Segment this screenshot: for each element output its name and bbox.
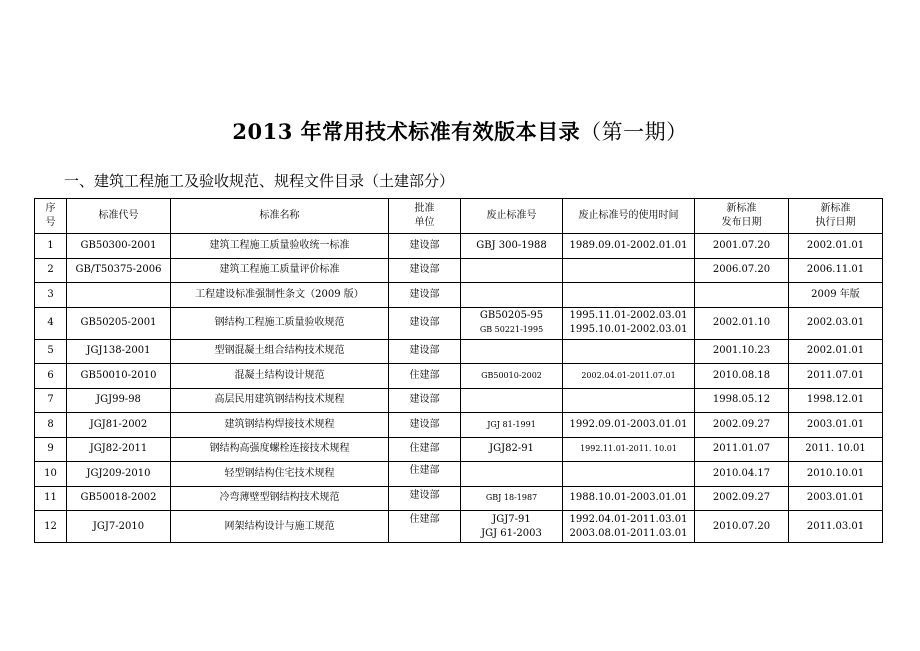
cell-code: GB/T50375-2006: [67, 258, 171, 283]
table-row: [35, 234, 883, 259]
cell-period: [563, 462, 695, 487]
section-heading: 一、建筑工程施工及验收规范、规程文件目录（土建部分）: [64, 172, 455, 190]
cell-issue-date: [695, 283, 789, 308]
cell-unit: 建设部: [389, 234, 461, 259]
cell-period: [563, 339, 695, 364]
obsolete-period: 1995.11.01-2002.03.01: [569, 310, 688, 321]
cell-issue-date: 2001.10.23: [695, 339, 789, 364]
cell-obsolete: [461, 486, 563, 511]
cell-unit: 建设部: [389, 258, 461, 283]
cell-effective-date: 2011. 10.01: [789, 437, 883, 462]
cell-unit: 建设部: [389, 283, 461, 308]
obsolete-period: 2003.08.01-2011.03.01: [569, 527, 688, 539]
cell-issue-date: 2011.01.07: [695, 437, 789, 462]
table-row: [35, 307, 883, 339]
table-row: [35, 437, 883, 462]
obsolete-period: 1992.11.01-2011. 10.01: [580, 444, 677, 454]
cell-code: JGJ82-2011: [67, 437, 171, 462]
cell-name: 网架结构设计与施工规范: [171, 511, 389, 543]
header-code: 标准代号: [67, 199, 171, 234]
cell-period: [563, 364, 695, 389]
header-issue-date: 新标准 发布日期: [695, 199, 789, 234]
cell-issue-date: 2002.09.27: [695, 486, 789, 511]
table-row: [35, 486, 883, 511]
obsolete-code: GBJ 300-1988: [476, 239, 547, 251]
standards-table: [34, 198, 883, 543]
cell-obsolete: [461, 437, 563, 462]
cell-seq: 6: [35, 364, 67, 389]
cell-period: [563, 437, 695, 462]
cell-name: 钢结构工程施工质量验收规范: [171, 307, 389, 339]
cell-seq: 3: [35, 283, 67, 308]
cell-code: GB50300-2001: [67, 234, 171, 259]
obsolete-code: JGJ 81-1991: [487, 419, 536, 429]
header-period: 废止标准号的使用时间: [563, 199, 695, 234]
cell-effective-date: 2011.07.01: [789, 364, 883, 389]
cell-code: [67, 283, 171, 308]
obsolete-period: 1992.04.01-2011.03.01: [569, 513, 688, 525]
obsolete-code: GB50205-95: [479, 310, 544, 321]
cell-obsolete: [461, 462, 563, 487]
cell-issue-date: 2001.07.20: [695, 234, 789, 259]
cell-name: 高层民用建筑钢结构技术规程: [171, 388, 389, 413]
obsolete-code: JGJ7-91: [492, 513, 531, 525]
obsolete-code: JGJ 61-2003: [481, 527, 542, 539]
cell-obsolete: [461, 234, 563, 259]
cell-unit: 住建部: [389, 511, 461, 543]
table-header-row: [35, 199, 883, 234]
cell-seq: 7: [35, 388, 67, 413]
table-row: [35, 339, 883, 364]
cell-effective-date: 2003.01.01: [789, 486, 883, 511]
cell-issue-date: 2010.04.17: [695, 462, 789, 487]
header-name: 标准名称: [171, 199, 389, 234]
table-row: [35, 258, 883, 283]
cell-issue-date: 2002.09.27: [695, 413, 789, 438]
obsolete-period: 1989.09.01-2002.01.01: [569, 239, 688, 251]
cell-period: [563, 388, 695, 413]
table-row: [35, 283, 883, 308]
header-effective-date: 新标准 执行日期: [789, 199, 883, 234]
cell-seq: 10: [35, 462, 67, 487]
cell-obsolete: [461, 307, 563, 339]
cell-seq: 11: [35, 486, 67, 511]
cell-code: JGJ209-2010: [67, 462, 171, 487]
cell-issue-date: 2006.07.20: [695, 258, 789, 283]
title-main: 2013 年常用技术标准有效版本目录: [232, 119, 581, 144]
cell-unit: 建设部: [389, 388, 461, 413]
obsolete-code: GBJ 18-1987: [485, 493, 538, 503]
cell-effective-date: 2009 年版: [789, 283, 883, 308]
cell-period: [563, 234, 695, 259]
cell-name: 轻型钢结构住宅技术规程: [171, 462, 389, 487]
obsolete-code: GB50010-2002: [481, 370, 542, 380]
cell-seq: 5: [35, 339, 67, 364]
cell-code: JGJ99-98: [67, 388, 171, 413]
obsolete-code: GB 50221-1995: [479, 325, 544, 334]
cell-effective-date: 1998.12.01: [789, 388, 883, 413]
cell-name: 型钢混凝土组合结构技术规范: [171, 339, 389, 364]
cell-code: GB50010-2010: [67, 364, 171, 389]
cell-code: GB50205-2001: [67, 307, 171, 339]
cell-name: 建筑工程施工质量验收统一标准: [171, 234, 389, 259]
cell-obsolete: [461, 511, 563, 543]
page-title: [0, 116, 920, 146]
cell-seq: 9: [35, 437, 67, 462]
cell-seq: 8: [35, 413, 67, 438]
cell-period: [563, 486, 695, 511]
cell-seq: 12: [35, 511, 67, 543]
table-row: [35, 413, 883, 438]
cell-issue-date: 2010.08.18: [695, 364, 789, 389]
cell-code: JGJ7-2010: [67, 511, 171, 543]
cell-issue-date: 2010.07.20: [695, 511, 789, 543]
table-row: [35, 388, 883, 413]
cell-unit: 建设部: [389, 413, 461, 438]
obsolete-period: 1988.10.01-2003.01.01: [569, 492, 688, 504]
cell-name: 建筑钢结构焊接技术规程: [171, 413, 389, 438]
cell-name: 混凝土结构设计规范: [171, 364, 389, 389]
cell-effective-date: 2010.10.01: [789, 462, 883, 487]
cell-effective-date: 2002.01.01: [789, 339, 883, 364]
cell-name: 钢结构高强度螺栓连接技术规程: [171, 437, 389, 462]
cell-issue-date: 1998.05.12: [695, 388, 789, 413]
cell-seq: 2: [35, 258, 67, 283]
cell-period: [563, 413, 695, 438]
header-obsolete: 废止标准号: [461, 199, 563, 234]
cell-seq: 4: [35, 307, 67, 339]
cell-unit: 住建部: [389, 437, 461, 462]
cell-obsolete: [461, 258, 563, 283]
cell-obsolete: [461, 413, 563, 438]
obsolete-period: 2002.04.01-2011.07.01: [581, 370, 676, 380]
cell-unit: 住建部: [389, 364, 461, 389]
cell-period: [563, 283, 695, 308]
cell-code: JGJ81-2002: [67, 413, 171, 438]
obsolete-code: JGJ82-91: [489, 443, 534, 455]
cell-effective-date: 2011.03.01: [789, 511, 883, 543]
cell-code: JGJ138-2001: [67, 339, 171, 364]
cell-unit: 建设部: [389, 339, 461, 364]
cell-code: GB50018-2002: [67, 486, 171, 511]
header-seq: 序 号: [35, 199, 67, 234]
cell-name: 建筑工程施工质量评价标准: [171, 258, 389, 283]
cell-obsolete: [461, 364, 563, 389]
cell-name: 冷弯薄壁型钢结构技术规范: [171, 486, 389, 511]
cell-obsolete: [461, 388, 563, 413]
cell-effective-date: 2002.01.01: [789, 234, 883, 259]
cell-seq: 1: [35, 234, 67, 259]
obsolete-period: 1992.09.01-2003.01.01: [569, 418, 688, 430]
header-unit: 批准 单位: [389, 199, 461, 234]
cell-unit: 住建部: [389, 462, 461, 487]
cell-obsolete: [461, 339, 563, 364]
cell-unit: 建设部: [389, 486, 461, 511]
cell-unit: 建设部: [389, 307, 461, 339]
cell-period: [563, 511, 695, 543]
cell-effective-date: 2002.03.01: [789, 307, 883, 339]
cell-name: 工程建设标准强制性条文（2009 版）: [171, 283, 389, 308]
cell-issue-date: 2002.01.10: [695, 307, 789, 339]
obsolete-period: 1995.10.01-2002.03.01: [569, 324, 688, 335]
table-row: [35, 511, 883, 543]
cell-period: [563, 307, 695, 339]
cell-effective-date: 2006.11.01: [789, 258, 883, 283]
cell-effective-date: 2003.01.01: [789, 413, 883, 438]
cell-period: [563, 258, 695, 283]
cell-obsolete: [461, 283, 563, 308]
table-row: [35, 364, 883, 389]
table-row: [35, 462, 883, 487]
title-suffix: （第一期）: [580, 120, 688, 144]
